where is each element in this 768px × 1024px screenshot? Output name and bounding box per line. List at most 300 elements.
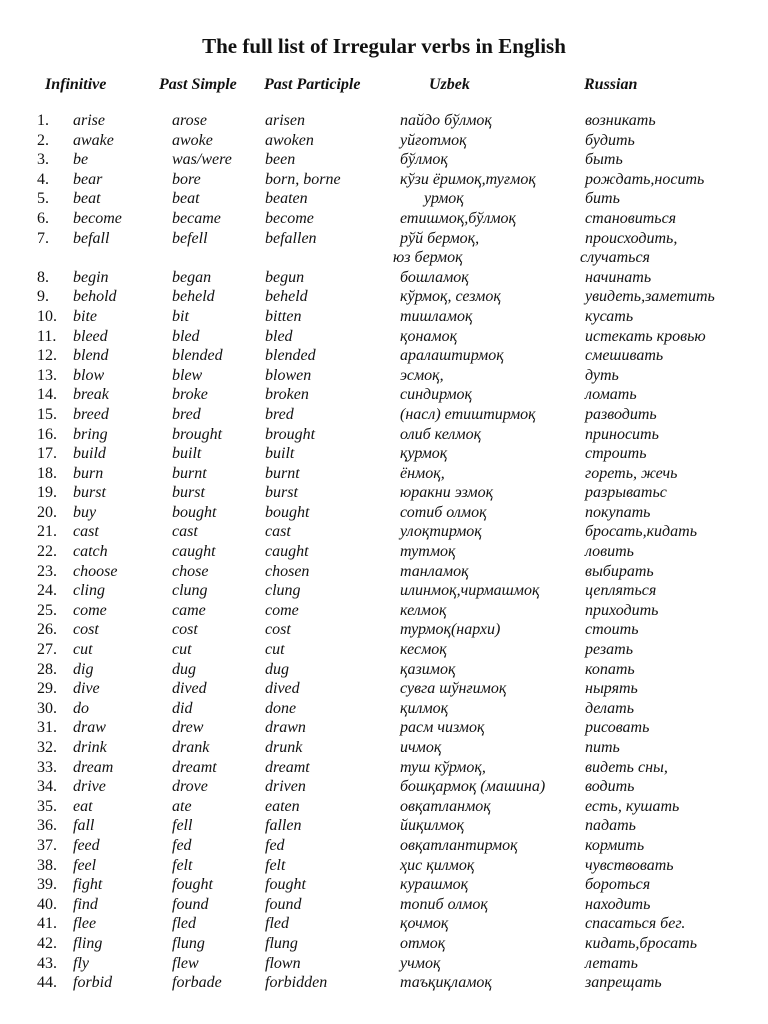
uzbek-cell: уйғотмоқ [400,131,467,149]
uzbek-cell: эсмоқ, [400,366,444,384]
row-number: 37. [37,836,57,854]
row-number: 19. [37,484,57,502]
past-participle-cell: cost [265,621,291,639]
infinitive-cell: dive [73,680,100,698]
infinitive-cell: bite [73,307,97,325]
uzbek-cell: келмоқ [400,601,447,619]
uzbek-cell: юз бермоқ [393,249,463,267]
infinitive-cell: fling [73,934,103,952]
uzbek-cell: етишмоқ,бўлмоқ [400,209,517,227]
past-participle-cell: cut [265,641,285,659]
uzbek-cell: ҳис қилмоқ [400,856,475,874]
past-participle-cell: begun [265,268,305,286]
past-simple-cell: drank [172,739,210,756]
row-number: 14. [37,386,57,404]
uzbek-cell: синдирмоқ [400,386,473,404]
infinitive-cell: awake [73,131,114,149]
past-participle-cell: drawn [265,719,306,737]
past-participle-cell: bitten [265,307,302,325]
russian-cell: смешивать [585,347,664,365]
infinitive-cell: begin [73,268,109,286]
russian-cell: падать [585,817,636,835]
russian-cell: резать [585,641,633,659]
row-number: 23. [37,562,57,580]
past-simple-cell: befell [172,229,208,247]
infinitive-cell: break [73,386,109,404]
infinitive-cell: burst [73,484,106,502]
uzbek-cell: бошламоқ [400,268,469,286]
table-row [0,406,768,426]
past-participle-cell: flown [265,954,301,972]
table-row [0,132,768,152]
uzbek-cell: кўрмоқ, сезмоқ [400,288,501,306]
past-simple-cell: cut [172,641,192,659]
past-participle-cell: chosen [265,562,310,580]
past-participle-cell: drunk [265,739,303,756]
infinitive-cell: catch [73,543,108,561]
infinitive-cell: dig [73,660,94,678]
past-simple-cell: beat [172,190,200,208]
table-row [0,602,768,622]
infinitive-cell: be [73,151,89,169]
infinitive-cell: do [73,699,89,717]
russian-cell: кусать [585,307,634,325]
row-number: 6. [37,209,49,227]
row-number: 34. [37,778,57,796]
infinitive-cell: cost [73,621,99,639]
uzbek-cell: кесмоқ [400,641,447,659]
uzbek-cell: кўзи ёримоқ,туғмоқ [400,170,536,188]
row-number: 33. [37,758,57,776]
row-number: 24. [37,582,57,600]
table-row [0,367,768,387]
past-participle-cell: blowen [265,366,312,384]
past-participle-cell: befallen [265,229,317,247]
infinitive-cell: fight [73,876,103,894]
past-simple-cell: cast [172,523,198,541]
russian-cell: водить [585,778,635,796]
russian-cell: летать [585,954,638,972]
past-participle-cell: bought [265,503,310,521]
infinitive-cell: blend [73,347,109,365]
row-number: 12. [37,347,57,365]
uzbek-cell: танламоқ [400,562,469,580]
header-russian: Russian [584,76,638,93]
past-simple-cell: fled [172,915,196,933]
past-simple-cell: brought [172,425,223,443]
past-participle-cell: felt [265,856,286,874]
infinitive-cell: fly [73,954,89,972]
infinitive-cell: feed [73,836,100,854]
infinitive-cell: come [73,601,107,619]
past-simple-cell: dived [172,680,207,698]
uzbek-cell: қонамоқ [400,327,458,345]
row-number: 5. [37,190,49,208]
infinitive-cell: cast [73,523,99,541]
row-number: 3. [37,151,49,169]
table-row [0,484,768,504]
uzbek-cell: курашмоқ [400,876,469,894]
past-simple-cell: did [172,699,193,717]
uzbek-cell: (насл) етиштирмоқ [400,405,536,423]
table-row [0,347,768,367]
uzbek-cell: олиб келмоқ [400,425,482,443]
russian-cell: находить [585,895,651,913]
past-simple-cell: built [172,445,202,463]
uzbek-cell: бошқармоқ (машина) [400,778,546,796]
table-row [0,386,768,406]
past-simple-cell: bred [172,405,201,423]
table-row [0,778,768,798]
past-simple-cell: bought [172,503,217,521]
row-number: 10. [37,307,57,325]
past-simple-cell: fed [172,836,192,854]
row-number: 30. [37,699,57,717]
row-number: 8. [37,268,49,286]
uzbek-cell: пайдо бўлмоқ [400,112,492,129]
uzbek-cell: аралаштирмоқ [400,347,504,365]
table-row [0,935,768,955]
russian-cell: дуть [585,366,619,384]
past-simple-cell: blew [172,366,203,384]
past-participle-cell: dug [265,660,289,678]
header-past-simple: Past Simple [159,76,237,93]
russian-cell: чувствовать [585,856,674,874]
row-number: 35. [37,797,57,815]
table-header [0,76,768,98]
uzbek-cell: овқатланмоқ [400,797,491,815]
past-simple-cell: drove [172,778,208,796]
uzbek-cell: туш кўрмоқ, [400,758,486,776]
row-number: 16. [37,425,57,443]
row-number: 28. [37,660,57,678]
row-number: 18. [37,464,57,482]
row-number: 25. [37,601,57,619]
past-participle-cell: burst [265,484,298,502]
uzbek-cell: урмоқ [400,190,464,208]
infinitive-cell: choose [73,562,118,580]
past-participle-cell: beaten [265,190,308,208]
russian-cell: ловить [585,543,634,561]
uzbek-cell: йиқилмоқ [400,817,465,835]
past-simple-cell: ate [172,797,192,815]
uzbek-cell: турмоқ(нархи) [400,621,501,639]
infinitive-cell: bear [73,170,103,188]
infinitive-cell: become [73,209,122,227]
table-row [0,837,768,857]
row-number: 27. [37,641,57,659]
past-participle-cell: become [265,209,314,227]
row-number: 22. [37,543,57,561]
table-row [0,661,768,681]
infinitive-cell: eat [73,797,93,815]
past-simple-cell: blended [172,347,223,365]
table-row [0,915,768,935]
table-row [0,582,768,602]
russian-cell: покупать [585,503,651,521]
russian-cell: цепляться [585,582,657,600]
russian-cell: запрещать [585,974,662,992]
table-row [0,739,768,759]
past-simple-cell: clung [172,582,208,600]
past-participle-cell: blended [265,347,316,365]
infinitive-cell: fall [73,817,95,835]
past-simple-cell: chose [172,562,209,580]
russian-cell: стоить [585,621,639,639]
uzbek-cell: ёнмоқ, [400,464,445,482]
row-number: 13. [37,366,57,384]
past-simple-cell: flung [172,934,205,952]
row-number: 21. [37,523,57,541]
russian-cell: разводить [585,405,657,423]
infinitive-cell: drink [73,739,107,756]
past-simple-cell: forbade [172,974,222,992]
past-participle-cell: bled [265,327,293,345]
table-row [0,112,768,132]
uzbek-cell: илинмоқ,чирмашмоқ [400,582,540,600]
past-simple-cell: began [172,268,212,286]
past-simple-cell: bit [172,307,189,325]
table-row [0,465,768,485]
past-participle-cell: fled [265,915,289,933]
row-number: 43. [37,954,57,972]
past-participle-cell: fed [265,836,285,854]
uzbek-cell: тишламоқ [400,307,473,325]
past-participle-cell: flung [265,934,298,952]
table-row [0,151,768,171]
past-participle-cell: caught [265,543,309,561]
russian-cell: приходить [585,601,659,619]
table-row [0,288,768,308]
russian-cell: есть, кушать [585,797,680,815]
row-number: 26. [37,621,57,639]
past-participle-cell: found [265,895,302,913]
uzbek-cell: бўлмоқ [400,151,448,169]
table-row [0,230,768,250]
row-number: 1. [37,112,49,129]
table-row [0,210,768,230]
past-simple-cell: bled [172,327,200,345]
row-number: 15. [37,405,57,423]
infinitive-cell: cut [73,641,93,659]
row-number: 44. [37,974,57,992]
past-simple-cell: found [172,895,209,913]
infinitive-cell: dream [73,758,114,776]
infinitive-cell: bring [73,425,108,443]
infinitive-cell: find [73,895,98,913]
uzbek-cell: овқатлантирмоқ [400,836,518,854]
header-past-participle: Past Participle [264,76,361,93]
infinitive-cell: behold [73,288,117,306]
uzbek-cell: сувга шўнғимоқ [400,680,507,698]
header-infinitive: Infinitive [45,76,107,93]
infinitive-cell: drive [73,778,106,796]
table-row [0,759,768,779]
table-row [0,269,768,289]
past-simple-cell: arose [172,112,207,129]
past-participle-cell: been [265,151,296,169]
row-number: 38. [37,856,57,874]
russian-cell: выбирать [585,562,654,580]
russian-cell: быть [585,151,623,169]
past-simple-cell: dreamt [172,758,217,776]
uzbek-cell: сотиб олмоқ [400,503,487,521]
past-simple-cell: caught [172,543,216,561]
russian-cell: приносить [585,425,659,443]
russian-cell: нырять [585,680,638,698]
row-number: 29. [37,680,57,698]
past-participle-cell: eaten [265,797,300,815]
table-row [0,798,768,818]
russian-cell: бросать,кидать [585,523,697,541]
past-participle-cell: forbidden [265,974,328,992]
past-participle-cell: fallen [265,817,302,835]
past-simple-cell: burnt [172,464,207,482]
uzbek-cell: улоқтирмоқ [400,523,482,541]
row-number: 7. [37,229,49,247]
past-participle-cell: arisen [265,112,305,129]
past-simple-cell: fought [172,876,213,894]
past-participle-cell: cast [265,523,291,541]
table-row [0,876,768,896]
table-row [0,817,768,837]
row-number: 39. [37,876,57,894]
infinitive-cell: befall [73,229,110,247]
past-participle-cell: awoken [265,131,314,149]
row-number: 4. [37,170,49,188]
table-row [0,171,768,191]
russian-cell: спасаться бег. [585,915,686,933]
past-participle-cell: clung [265,582,301,600]
table-row [0,680,768,700]
row-number: 42. [37,934,57,952]
russian-cell: копать [585,660,635,678]
infinitive-cell: bleed [73,327,108,345]
uzbek-cell: қочмоқ [400,915,449,933]
past-participle-cell: broken [265,386,309,404]
table-row [0,328,768,348]
past-participle-cell: come [265,601,299,619]
past-simple-cell: cost [172,621,198,639]
row-number: 31. [37,719,57,737]
infinitive-cell: burn [73,464,104,482]
russian-cell: случаться [580,249,650,267]
russian-cell: кидать,бросать [585,934,697,952]
row-number: 11. [37,327,57,345]
past-participle-cell: built [265,445,295,463]
row-number: 41. [37,915,57,933]
russian-cell: начинать [585,268,652,286]
russian-cell: рождать,носить [585,170,705,188]
infinitive-cell: build [73,445,106,463]
past-simple-cell: dug [172,660,196,678]
table-row [0,445,768,465]
infinitive-cell: arise [73,112,105,129]
header-uzbek: Uzbek [429,76,470,93]
infinitive-cell: beat [73,190,101,208]
past-participle-cell: driven [265,778,306,796]
table-row [0,955,768,975]
table-row [0,190,768,210]
past-participle-cell: beheld [265,288,308,306]
infinitive-cell: blow [73,366,105,384]
uzbek-cell: тутмоқ [400,543,456,561]
past-simple-cell: was/were [172,151,232,169]
past-participle-cell: bred [265,405,294,423]
infinitive-cell: feel [73,856,97,874]
russian-cell: ломать [585,386,637,404]
past-simple-cell: became [172,209,221,227]
past-participle-cell: burnt [265,464,300,482]
row-number: 20. [37,503,57,521]
russian-cell: бороться [585,876,651,894]
russian-cell: бить [585,190,620,208]
table-row [0,308,768,328]
past-participle-cell: fought [265,876,306,894]
table-row [0,700,768,720]
russian-cell: разрыватьс [585,484,667,502]
russian-cell: рисовать [585,719,650,737]
infinitive-cell: flee [73,915,97,933]
infinitive-cell: buy [73,503,97,521]
table-row [0,621,768,641]
uzbek-cell: расм чизмоқ [400,719,485,737]
russian-cell: пить [585,739,620,756]
past-participle-cell: born, borne [265,170,341,188]
row-number: 32. [37,739,57,756]
past-participle-cell: dreamt [265,758,310,776]
russian-cell: происходить, [585,229,678,247]
uzbek-cell: учмоқ [400,954,441,972]
page-title: The full list of Irregular verbs in English [202,34,566,58]
past-participle-cell: done [265,699,297,717]
table-row [0,857,768,877]
table-row [0,563,768,583]
verb-table [0,112,768,994]
past-simple-cell: broke [172,386,208,404]
table-row [0,896,768,916]
table-row [0,974,768,994]
uzbek-cell: юракни эзмоқ [400,484,494,502]
table-row [0,641,768,661]
past-simple-cell: flew [172,954,199,972]
russian-cell: делать [585,699,634,717]
row-number: 9. [37,288,49,306]
russian-cell: истекать кровью [585,327,706,345]
past-simple-cell: came [172,601,206,619]
table-row [0,523,768,543]
row-number: 36. [37,817,57,835]
uzbek-cell: топиб олмоқ [400,895,488,913]
past-participle-cell: dived [265,680,300,698]
past-simple-cell: fell [172,817,193,835]
russian-cell: видеть сны, [585,758,668,776]
table-row [0,504,768,524]
uzbek-cell: ичмоқ [400,739,442,756]
past-simple-cell: bore [172,170,201,188]
russian-cell: строить [585,445,647,463]
past-simple-cell: burst [172,484,205,502]
russian-cell: гореть, жечь [585,464,678,482]
uzbek-cell: таъқиқламоқ [400,974,492,992]
russian-cell: будить [585,131,635,149]
row-number: 2. [37,131,49,149]
russian-cell: увидеть,заметить [585,288,715,306]
table-row [0,249,768,269]
infinitive-cell: cling [73,582,105,600]
row-number: 40. [37,895,57,913]
uzbek-cell: қурмоқ [400,445,448,463]
